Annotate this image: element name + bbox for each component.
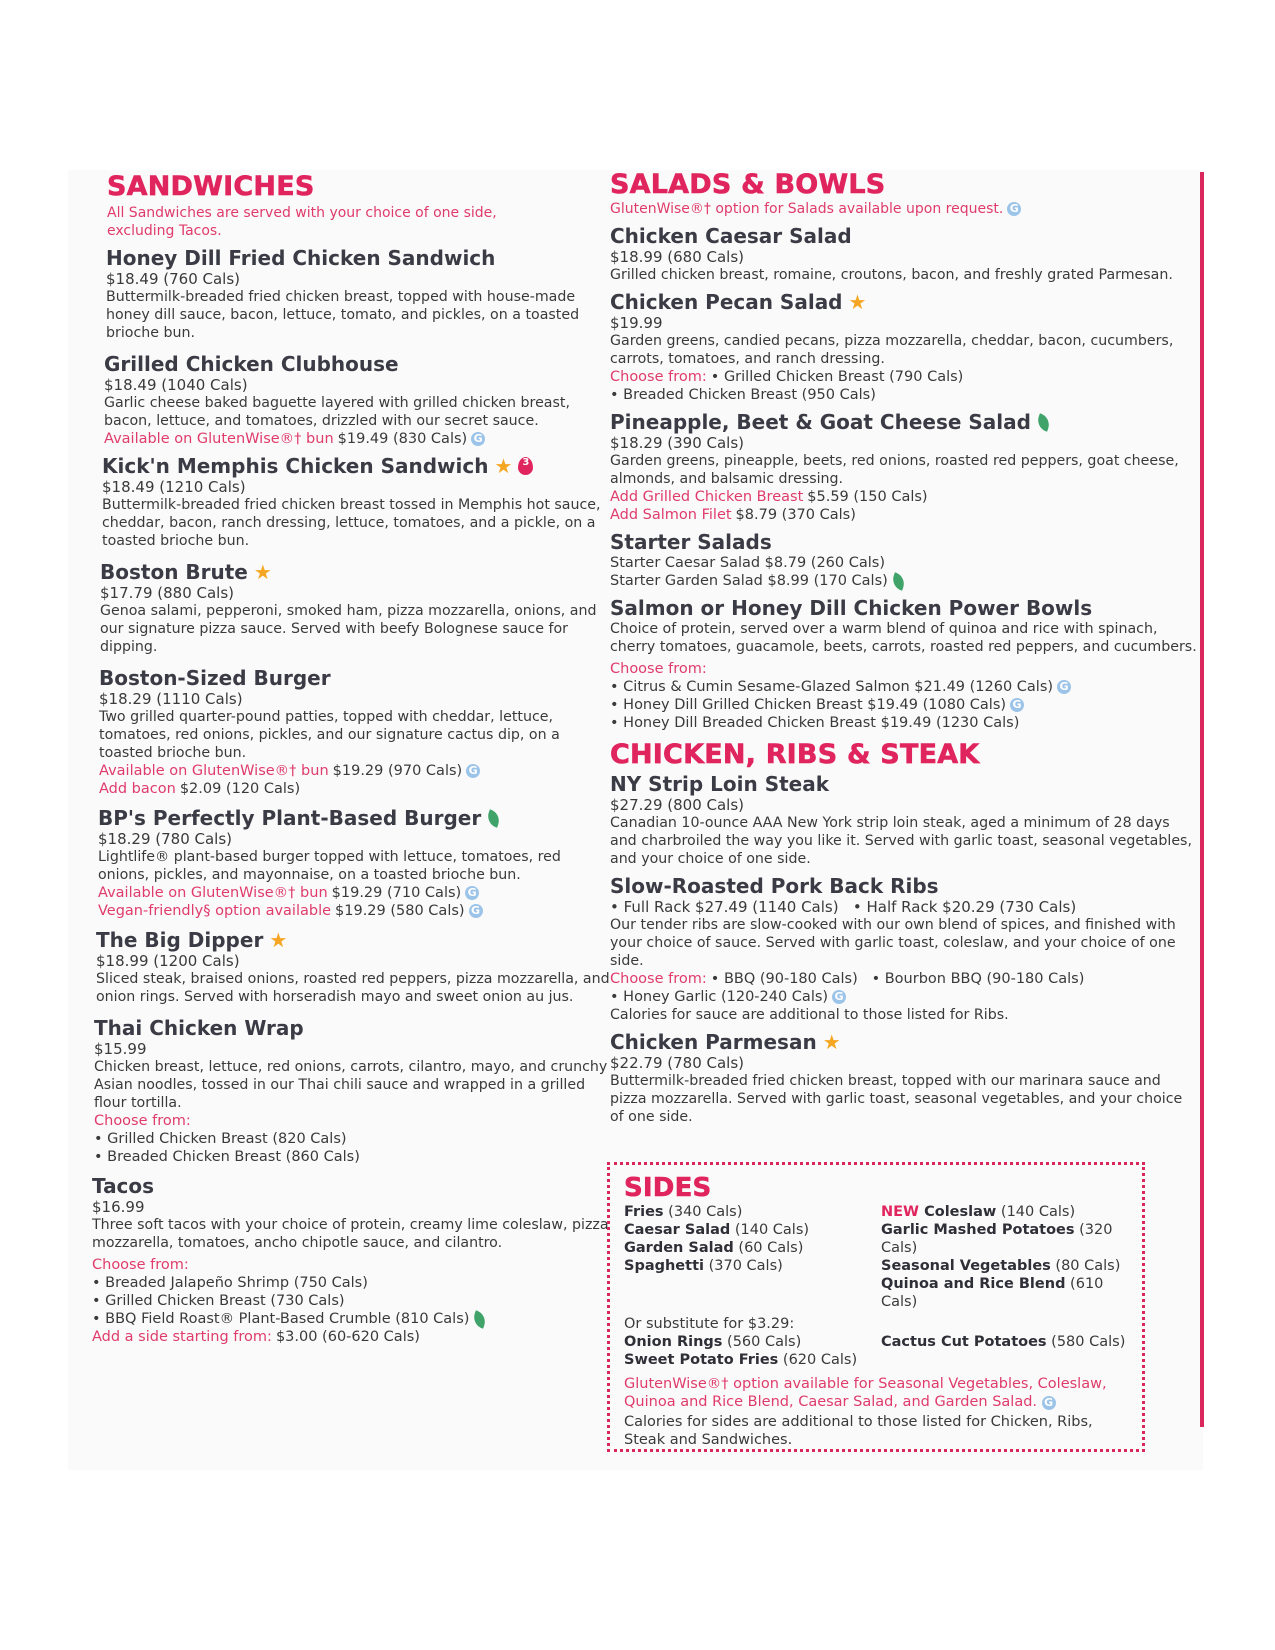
- leaf-icon: [471, 1310, 488, 1329]
- item-option: Available on GlutenWise®† bun $19.29 (710 Cals) G: [98, 884, 610, 902]
- item-price: • Full Rack $27.49 (1140 Cals) • Half Rack $20.29 (730 Cals): [610, 898, 1077, 916]
- side-item: Onion Rings (560 Cals): [624, 1334, 802, 1350]
- choose-label: Choose from:: [610, 661, 707, 677]
- item-name: Starter Salads: [610, 530, 772, 554]
- item-name: Slow-Roasted Pork Back Ribs: [610, 874, 939, 898]
- choice: Choose from: • Grilled Chicken Breast (790 Cals): [610, 369, 964, 385]
- item-price: $18.29 (390 Cals): [610, 434, 745, 452]
- item-description: Buttermilk-breaded fried chicken breast tossed in Memphis hot sauce, cheddar, bacon, ranch dressing, lettuce, tomatoes, and a pickle, on a toasted brioche bun.: [102, 497, 601, 549]
- chili-heat-icon: 3: [518, 457, 533, 475]
- star-icon: ★: [494, 454, 513, 478]
- starter-line: Starter Caesar Salad $8.79 (260 Cals): [610, 555, 885, 571]
- choice: • Breaded Jalapeño Shrimp (750 Cals): [92, 1275, 368, 1291]
- glutenwise-icon: G: [465, 886, 479, 900]
- item-description: Choice of protein, served over a warm blend of quinoa and rice with spinach, cherry tomatoes, guacamole, beets, carrots, roasted red peppers, and cucumbers.: [610, 621, 1197, 655]
- item-name: Thai Chicken Wrap: [94, 1016, 304, 1040]
- sides-box: [607, 1162, 1145, 1452]
- item-name: Chicken Pecan Salad ★: [610, 290, 867, 314]
- item-name: Chicken Caesar Salad: [610, 224, 852, 248]
- item-name: Tacos: [92, 1174, 155, 1198]
- menu-item-ny-strip: [610, 772, 1200, 868]
- sides-right: [881, 1203, 1128, 1311]
- sandwiches-note: All Sandwiches are served with your choice of one side, excluding Tacos.: [107, 205, 497, 239]
- side-item: Fries (340 Cals): [624, 1204, 743, 1220]
- item-description: Genoa salami, pepperoni, smoked ham, pizza mozzarella, onions, and our signature pizza sauce. Served with beefy Bolognese sauce for dipping.: [100, 603, 597, 655]
- item-name: Kick'n Memphis Chicken Sandwich ★ 3: [102, 454, 610, 478]
- glutenwise-icon: G: [469, 904, 483, 918]
- side-item: Quinoa and Rice Blend (610 Cals): [881, 1276, 1104, 1310]
- glutenwise-icon: G: [466, 764, 480, 778]
- star-icon: ★: [822, 1030, 841, 1054]
- item-price: $18.29 (780 Cals): [98, 830, 233, 848]
- substitute-grid: [624, 1333, 1128, 1369]
- item-name: Boston Brute ★: [100, 560, 272, 584]
- item-description: Garden greens, candied pecans, pizza mozzarella, cheddar, bacon, cucumbers, carrots, tomatoes, and ranch dressing.: [610, 333, 1174, 367]
- menu-item-pineapple-salad: [610, 410, 1200, 524]
- right-column: [610, 170, 1200, 1126]
- sides-left: [624, 1203, 871, 1311]
- choose-label: Choose from:: [94, 1113, 191, 1129]
- item-price: $15.99: [94, 1040, 147, 1058]
- item-price: $18.49 (1210 Cals): [102, 478, 246, 496]
- item-name: Grilled Chicken Clubhouse: [104, 352, 399, 376]
- menu-item-ribs: [610, 874, 1200, 1024]
- choice: Choose from: • BBQ (90-180 Cals) • Bourbon BBQ (90-180 Cals): [610, 971, 1085, 987]
- item-name: BP's Perfectly Plant-Based Burger: [98, 806, 610, 830]
- item-option: Add Salmon Filet $8.79 (370 Cals): [610, 507, 856, 523]
- item-option: Add Grilled Chicken Breast $5.59 (150 Cals): [610, 489, 928, 505]
- item-name: Boston-Sized Burger: [99, 666, 331, 690]
- menu-item-boston-burger: [99, 666, 610, 798]
- item-name: The Big Dipper ★: [96, 928, 288, 952]
- choice: • Citrus & Cumin Sesame-Glazed Salmon $21.49 (1260 Cals) G: [610, 678, 1200, 696]
- item-price: $17.79 (880 Cals): [100, 584, 235, 602]
- item-name: NY Strip Loin Steak: [610, 772, 830, 796]
- item-name: Honey Dill Fried Chicken Sandwich: [106, 246, 496, 270]
- menu-item-clubhouse: [104, 352, 610, 448]
- side-item: NEW Coleslaw (140 Cals): [881, 1204, 1076, 1220]
- item-option: Add bacon $2.09 (120 Cals): [99, 781, 301, 797]
- item-description: Canadian 10-ounce AAA New York strip loin steak, aged a minimum of 28 days and charbroiled the way you like it. Served with garlic toast, seasonal vegetables, and your choice of one side.: [610, 815, 1192, 867]
- choice: • Honey Dill Breaded Chicken Breast $19.49 (1230 Cals): [610, 715, 1020, 731]
- glutenwise-icon: G: [471, 432, 485, 446]
- item-name: Chicken Parmesan ★: [610, 1030, 841, 1054]
- side-item: Sweet Potato Fries (620 Cals): [624, 1352, 858, 1368]
- menu-item-memphis: [102, 454, 610, 550]
- add-side: Add a side starting from: $3.00 (60-620 Cals): [92, 1329, 420, 1345]
- footnote: Calories for sauce are additional to those listed for Ribs.: [610, 1007, 1009, 1023]
- item-description: Lightlife® plant-based burger topped with lettuce, tomatoes, red onions, pickles, and mayonnaise, on a toasted brioche bun.: [98, 849, 561, 883]
- item-description: Three soft tacos with your choice of protein, creamy lime coleslaw, pizza mozzarella, tomatoes, ancho chipotle sauce, and cilantro.: [92, 1217, 609, 1251]
- star-icon: ★: [269, 928, 288, 952]
- glutenwise-icon: G: [1042, 1396, 1056, 1410]
- item-price: $16.99: [92, 1198, 145, 1216]
- item-option: Available on GlutenWise®† bun $19.49 (830 Cals) G: [104, 430, 610, 448]
- choice: • Grilled Chicken Breast (820 Cals): [94, 1131, 347, 1147]
- leaf-icon: [1035, 413, 1052, 432]
- item-price: $18.99 (1200 Cals): [96, 952, 240, 970]
- menu-item-plant-burger: [98, 806, 610, 920]
- calorie-note: Calories for sides are additional to those listed for Chicken, Ribs, Steak and Sandwiches.: [624, 1414, 1093, 1448]
- leaf-icon: [890, 572, 907, 591]
- item-description: Our tender ribs are slow-cooked with our own blend of spices, and finished with your choice of sauce. Served with garlic toast, coleslaw, and your choice of one side.: [610, 917, 1176, 969]
- choice: • Grilled Chicken Breast (730 Cals): [92, 1293, 345, 1309]
- chicken-title: CHICKEN, RIBS & STEAK: [610, 739, 980, 770]
- menu-item-power-bowls: [610, 596, 1200, 732]
- menu-item-starter-salads: [610, 530, 1200, 590]
- item-price: $18.99 (680 Cals): [610, 248, 745, 266]
- choice: • Breaded Chicken Breast (950 Cals): [610, 387, 876, 403]
- sandwiches-column: [90, 172, 610, 1346]
- substitute-label: Or substitute for $3.29:: [624, 1316, 795, 1332]
- sandwiches-title: SANDWICHES: [107, 171, 315, 202]
- menu-item-thai-wrap: [94, 1016, 610, 1166]
- item-description: Sliced steak, braised onions, roasted red peppers, pizza mozzarella, and onion rings. Served with horseradish mayo and sweet onion au jus.: [96, 971, 610, 1005]
- item-name: Salmon or Honey Dill Chicken Power Bowls: [610, 596, 1093, 620]
- choice: • Breaded Chicken Breast (860 Cals): [94, 1149, 360, 1165]
- glutenwise-icon: G: [1007, 202, 1021, 216]
- item-price: $22.79 (780 Cals): [610, 1054, 745, 1072]
- glutenwise-note: GlutenWise®† option available for Seasonal Vegetables, Coleslaw, Quinoa and Rice Blend, Caesar Salad, and Garden Salad. G: [624, 1376, 1107, 1410]
- substitute-left: [624, 1333, 871, 1369]
- item-price: $18.49 (760 Cals): [106, 270, 241, 288]
- side-item: Garlic Mashed Potatoes (320 Cals): [881, 1222, 1113, 1256]
- item-option: Vegan-friendly§ option available $19.29 (580 Cals) G: [98, 902, 610, 920]
- glutenwise-icon: G: [832, 990, 846, 1004]
- item-description: Two grilled quarter-pound patties, topped with cheddar, lettuce, tomatoes, red onions, pickles, and our signature cactus dip, on a toasted brioche bun.: [99, 709, 560, 761]
- starter-line: Starter Garden Salad $8.99 (170 Cals): [610, 572, 1200, 590]
- item-description: Grilled chicken breast, romaine, croutons, bacon, and freshly grated Parmesan.: [610, 267, 1173, 283]
- glutenwise-icon: G: [1057, 680, 1071, 694]
- menu-item-pecan: [610, 290, 1200, 404]
- menu-item-parmesan: [610, 1030, 1200, 1126]
- choice: • BBQ Field Roast® Plant-Based Crumble (810 Cals): [92, 1310, 610, 1328]
- page-edge: [1200, 172, 1204, 1427]
- choose-label: Choose from:: [92, 1257, 189, 1273]
- sides-title: SIDES: [624, 1173, 712, 1203]
- item-name: Pineapple, Beet & Goat Cheese Salad: [610, 410, 1200, 434]
- item-description: Garlic cheese baked baguette layered with grilled chicken breast, bacon, lettuce, and tomatoes, drizzled with our secret sauce.: [104, 395, 570, 429]
- item-description: Chicken breast, lettuce, red onions, carrots, cilantro, mayo, and crunchy Asian noodles, tossed in our Thai chili sauce and wrapped in a grilled flour tortilla.: [94, 1059, 608, 1111]
- star-icon: ★: [253, 560, 272, 584]
- item-price: $18.49 (1040 Cals): [104, 376, 248, 394]
- menu-item-honey-dill: [106, 246, 610, 342]
- item-price: $18.29 (1110 Cals): [99, 690, 243, 708]
- choice: • Honey Garlic (120-240 Cals) G: [610, 988, 1200, 1006]
- item-description: Buttermilk-breaded fried chicken breast, topped with our marinara sauce and pizza mozzarella. Served with garlic toast, seasonal vegetables, and your choice of one side.: [610, 1073, 1183, 1125]
- sides-grid: [624, 1203, 1128, 1311]
- item-description: Garden greens, pineapple, beets, red onions, roasted red peppers, goat cheese, almonds, and balsamic dressing.: [610, 453, 1179, 487]
- item-price: $27.29 (800 Cals): [610, 796, 745, 814]
- salads-title: SALADS & BOWLS: [610, 169, 886, 200]
- menu-item-boston-brute: [100, 560, 610, 656]
- glutenwise-icon: G: [1010, 698, 1024, 712]
- substitute-right: [881, 1333, 1128, 1369]
- side-item: Garden Salad (60 Cals): [624, 1240, 804, 1256]
- menu-item-tacos: [92, 1174, 610, 1346]
- item-description: Buttermilk-breaded fried chicken breast, topped with house-made honey dill sauce, bacon, lettuce, tomato, and pickles, on a toasted brioche bun.: [106, 289, 580, 341]
- star-icon: ★: [848, 290, 867, 314]
- menu-item-big-dipper: [96, 928, 610, 1006]
- salads-note: GlutenWise®† option for Salads available upon request. G: [610, 200, 1200, 218]
- item-price: $19.99: [610, 314, 663, 332]
- choice: • Honey Dill Grilled Chicken Breast $19.49 (1080 Cals) G: [610, 696, 1200, 714]
- side-item: Cactus Cut Potatoes (580 Cals): [881, 1334, 1126, 1350]
- leaf-icon: [485, 809, 502, 828]
- menu-item-caesar: [610, 224, 1200, 284]
- side-item: Seasonal Vegetables (80 Cals): [881, 1258, 1121, 1274]
- side-item: Caesar Salad (140 Cals): [624, 1222, 810, 1238]
- side-item: Spaghetti (370 Cals): [624, 1258, 783, 1274]
- item-option: Available on GlutenWise®† bun $19.29 (970 Cals) G: [99, 762, 610, 780]
